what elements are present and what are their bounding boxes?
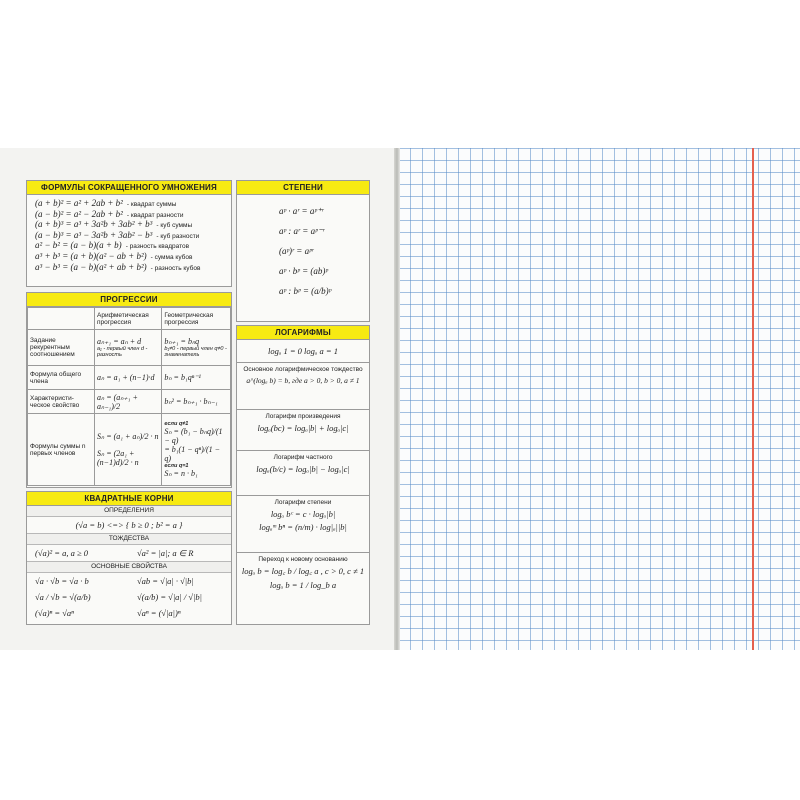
degree-formula: aᵖ : aʳ = aᵖ⁻ʳ [279,226,325,236]
formula-row: (a − b)² = a² − 2ab + b² - квадрат разности [35,208,184,219]
table-row: Формулы суммы n первых членов Sₙ = (a₁ + aₙ)/2 · n Sₙ = (2a₁ + (n−1)d)/2 · n если q≠1 Sₙ = (b₁ − bₙq)/(1 − q) = b₁(1 − qⁿ)/(1 − q) если q=1 Sₙ = n · b₁ [28,414,231,486]
square-roots-panel [26,491,232,625]
table-row: Формула общего члена aₙ = a₁ + (n−1)·d bₙ = b₁qⁿ⁻¹ [28,366,231,390]
definition-formula: (√a = b) <=> { b ≥ 0 ; b² = a } [75,520,183,530]
properties-subtitle: ОСНОВНЫЕ СВОЙСТВА [27,561,231,573]
formula-row: a² − b² = (a − b)(a + b) - разность квадратов [35,240,190,251]
progressions-title: ПРОГРЕССИИ [27,293,231,307]
formula-row: (a + b)² = a² + 2ab + b² - квадрат суммы [35,198,177,208]
identity-subtitle: ТОЖДЕСТВА [27,533,231,545]
formulas-title: ФОРМУЛЫ СОКРАЩЕННОГО УМНОЖЕНИЯ [27,181,231,195]
table-row: Задание рекурентным соотношением aₙ₊₁ = aₙ + d a₁ - первый член d - разность bₙ₊₁ = bₙq b₁≠0 - первый член q≠0 - знаменатель [28,330,231,366]
notebook-spine [394,148,400,650]
log-section: Логарифм степени logₐ bᶜ = c · logₐ|b| logₐᵐ bⁿ = (n/m) · log|ₐ||b| [237,496,369,553]
formula-row: a³ − b³ = (a − b)(a² + ab + b²) - разность кубов [35,261,201,272]
formula-row: (a + b)³ = a³ + 3a²b + 3ab² + b³ - куб суммы [35,219,193,230]
log-section: Основное логарифмическое тождество a^(logₐ b) = b, где a > 0, b > 0, a ≠ 1 [237,363,369,410]
degree-formula: aᵖ : bᵖ = (a/b)ᵖ [279,286,332,296]
degree-formula: aᵖ · bᵖ = (ab)ᵖ [279,266,328,276]
degree-formula: aᵖ · aʳ = aᵖ⁺ʳ [279,206,324,216]
col-arith-header: Арифметическая прогрессия [95,308,162,330]
progressions-table [27,307,231,486]
table-row: Характеристи-ческое свойство aₙ = (aₙ₊₁ + aₙ₋₁)/2 bₙ² = bₙ₊₁ · bₙ₋₁ [28,390,231,414]
square-roots-title: КВАДРАТНЫЕ КОРНИ [27,492,231,506]
degrees-panel [236,180,370,322]
logarithms-panel [236,325,370,625]
col-geom-header: Геометрическая прогрессия [162,308,231,330]
formula-row: (a − b)³ = a³ − 3a²b + 3ab² − b³ - куб разности [35,229,200,240]
grid-paper-page [398,148,800,650]
degrees-title: СТЕПЕНИ [237,181,369,195]
margin-line [752,148,754,650]
log-section: logₐ 1 = 0 logₐ a = 1 [237,340,369,363]
identity-row: (√a)² = a, a ≥ 0 √a² = |a|; a ∈ R [35,547,194,558]
property-row: (√a)ⁿ = √aⁿ √aⁿ = (√|a|)ⁿ [35,608,181,618]
log-section: Логарифм произведения logₐ(bc) = logₐ|b| + logₐ|c| [237,410,369,451]
log-section: Переход к новому основанию logₐ b = log꜀ b / log꜀ a , c > 0, c ≠ 1 logₐ b = 1 / log_b a [241,556,365,590]
property-row: √a · √b = √a · b √ab = √|a| · √|b| [35,576,194,586]
definition-subtitle: ОПРЕДЕЛЕНИЯ [27,506,231,517]
progressions-panel [26,292,232,488]
property-row: √a / √b = √(a/b) √(a/b) = √|a| / √|b| [35,592,202,602]
log-section: Логарифм частного logₐ(b/c) = logₐ|b| − logₐ|c| [237,451,369,496]
formula-row: a³ + b³ = (a + b)(a² − ab + b²) - сумма кубов [35,250,193,261]
degree-formula: (aᵖ)ʳ = aᵖʳ [279,246,314,256]
logarithms-title: ЛОГАРИФМЫ [237,326,369,340]
formulas-panel [26,180,232,287]
